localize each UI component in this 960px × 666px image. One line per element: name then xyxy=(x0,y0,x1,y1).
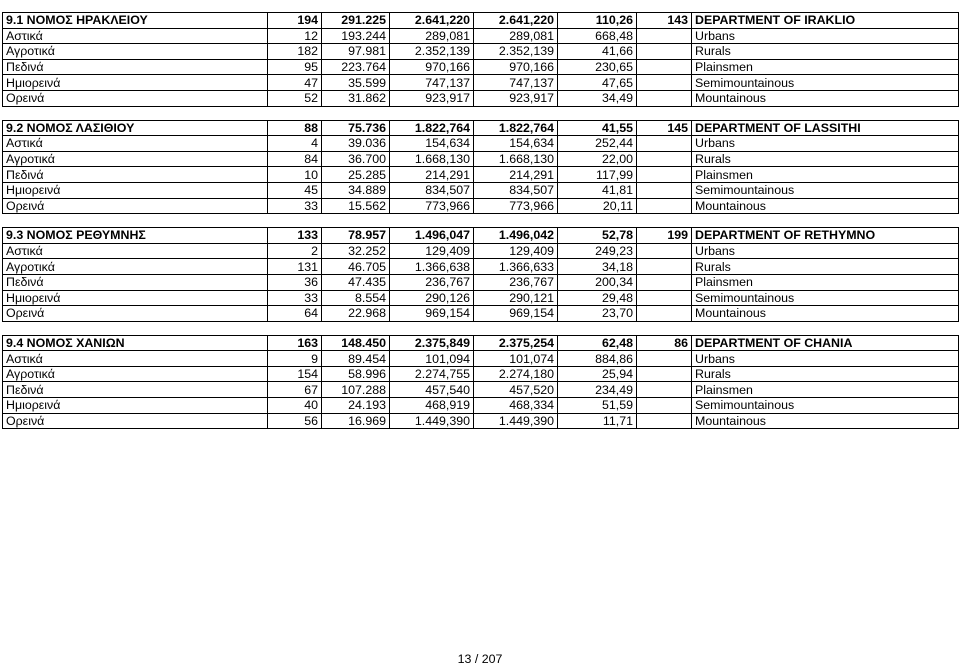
table-cell xyxy=(637,151,692,167)
table-cell: Mountainous xyxy=(692,413,959,429)
table-cell: 84 xyxy=(268,151,322,167)
table-cell: 41,81 xyxy=(558,182,637,198)
table-cell: 129,409 xyxy=(390,243,474,259)
table-cell: Ορεινά xyxy=(3,413,268,429)
table-cell xyxy=(637,167,692,183)
table-cell: 223.764 xyxy=(322,59,390,75)
table-row xyxy=(3,59,959,75)
table-cell: DEPARTMENT OF LASSITHI xyxy=(692,120,959,136)
table-cell: Rurals xyxy=(692,151,959,167)
table-row xyxy=(3,351,959,367)
table-cell: 154,634 xyxy=(390,136,474,152)
table-cell: 969,154 xyxy=(390,306,474,322)
table-cell: 236,767 xyxy=(474,274,558,290)
table-cell: Πεδινά xyxy=(3,274,268,290)
table-cell: 22.968 xyxy=(322,306,390,322)
table-row xyxy=(3,136,959,152)
table-cell: 9.4 ΝΟΜΟΣ ΧΑΝΙΩΝ xyxy=(3,335,268,351)
table-cell: 194 xyxy=(268,13,322,29)
table-cell: 107.288 xyxy=(322,382,390,398)
spacer-cell xyxy=(390,214,474,228)
table-row xyxy=(3,44,959,60)
table-cell xyxy=(637,44,692,60)
statistics-table xyxy=(2,12,959,429)
table-cell: 969,154 xyxy=(474,306,558,322)
table-cell: Ορεινά xyxy=(3,198,268,214)
table-cell: 97.981 xyxy=(322,44,390,60)
spacer-cell xyxy=(692,106,959,120)
table-cell: Mountainous xyxy=(692,198,959,214)
table-cell: 33 xyxy=(268,198,322,214)
table-cell xyxy=(637,382,692,398)
table-cell: Plainsmen xyxy=(692,59,959,75)
table-cell: 45 xyxy=(268,182,322,198)
table-cell: 88 xyxy=(268,120,322,136)
page-number: 13 / 207 xyxy=(457,652,503,666)
table-cell: Πεδινά xyxy=(3,59,268,75)
table-cell: Rurals xyxy=(692,259,959,275)
table-cell: 86 xyxy=(637,335,692,351)
table-cell: Ημιορεινά xyxy=(3,398,268,414)
table-cell: 773,966 xyxy=(474,198,558,214)
table-cell: Urbans xyxy=(692,28,959,44)
table-cell: Semimountainous xyxy=(692,75,959,91)
table-cell: 970,166 xyxy=(390,59,474,75)
table-cell: 154 xyxy=(268,366,322,382)
table-cell: 923,917 xyxy=(390,90,474,106)
table-cell: Rurals xyxy=(692,366,959,382)
table-cell: 2.375,254 xyxy=(474,335,558,351)
table-cell: 32.252 xyxy=(322,243,390,259)
table-cell: 9.1 ΝΟΜΟΣ ΗΡΑΚΛΕΙΟΥ xyxy=(3,13,268,29)
table-cell: Urbans xyxy=(692,351,959,367)
table-cell: 67 xyxy=(268,382,322,398)
table-cell: 12 xyxy=(268,28,322,44)
spacer-cell xyxy=(3,214,268,228)
table-cell: Ημιορεινά xyxy=(3,75,268,91)
table-cell: 834,507 xyxy=(390,182,474,198)
table-cell: 56 xyxy=(268,413,322,429)
table-row xyxy=(3,382,959,398)
table-cell: 34,49 xyxy=(558,90,637,106)
table-row xyxy=(3,398,959,414)
table-cell: 29,48 xyxy=(558,290,637,306)
table-cell: 236,767 xyxy=(390,274,474,290)
spacer-cell xyxy=(558,321,637,335)
table-cell: 457,540 xyxy=(390,382,474,398)
table-cell xyxy=(637,243,692,259)
table-cell: 15.562 xyxy=(322,198,390,214)
table-row xyxy=(3,182,959,198)
table-cell: 75.736 xyxy=(322,120,390,136)
table-cell: 47 xyxy=(268,75,322,91)
table-cell: 78.957 xyxy=(322,228,390,244)
table-cell: Αγροτικά xyxy=(3,44,268,60)
table-cell: 8.554 xyxy=(322,290,390,306)
table-cell: 747,137 xyxy=(474,75,558,91)
table-cell xyxy=(637,366,692,382)
table-cell: 95 xyxy=(268,59,322,75)
table-cell xyxy=(637,413,692,429)
table-row xyxy=(3,290,959,306)
section-header-row xyxy=(3,228,959,244)
table-row xyxy=(3,274,959,290)
table-cell: 1.822,764 xyxy=(390,120,474,136)
spacer-cell xyxy=(3,106,268,120)
table-cell xyxy=(637,90,692,106)
table-cell xyxy=(637,259,692,275)
section-header-row xyxy=(3,120,959,136)
table-cell xyxy=(637,274,692,290)
table-cell: Αστικά xyxy=(3,351,268,367)
table-cell: Ημιορεινά xyxy=(3,182,268,198)
table-cell: 2.274,180 xyxy=(474,366,558,382)
table-cell: Rurals xyxy=(692,44,959,60)
table-cell: 47,65 xyxy=(558,75,637,91)
table-cell: 16.969 xyxy=(322,413,390,429)
spacer-cell xyxy=(322,214,390,228)
table-cell xyxy=(637,182,692,198)
table-cell: 199 xyxy=(637,228,692,244)
table-cell: Plainsmen xyxy=(692,382,959,398)
table-cell: 9.2 ΝΟΜΟΣ ΛΑΣΙΘΙΟΥ xyxy=(3,120,268,136)
spacer-cell xyxy=(322,321,390,335)
table-cell: 20,11 xyxy=(558,198,637,214)
table-cell: 214,291 xyxy=(474,167,558,183)
table-cell: 290,121 xyxy=(474,290,558,306)
table-cell xyxy=(637,136,692,152)
table-cell: 64 xyxy=(268,306,322,322)
spacer-cell xyxy=(558,214,637,228)
table-cell: 34,18 xyxy=(558,259,637,275)
table-cell: 145 xyxy=(637,120,692,136)
table-cell xyxy=(637,75,692,91)
table-cell: 35.599 xyxy=(322,75,390,91)
table-cell: 1.496,047 xyxy=(390,228,474,244)
table-cell: 923,917 xyxy=(474,90,558,106)
section-spacer xyxy=(3,106,959,120)
spacer-cell xyxy=(637,106,692,120)
table-cell: 163 xyxy=(268,335,322,351)
table-cell: 131 xyxy=(268,259,322,275)
table-cell: 23,70 xyxy=(558,306,637,322)
table-cell: Urbans xyxy=(692,136,959,152)
table-cell: 62,48 xyxy=(558,335,637,351)
table-cell: 193.244 xyxy=(322,28,390,44)
table-cell: 2.352,139 xyxy=(390,44,474,60)
table-cell: 34.889 xyxy=(322,182,390,198)
table-cell: 468,334 xyxy=(474,398,558,414)
table-cell: 834,507 xyxy=(474,182,558,198)
table-row xyxy=(3,243,959,259)
table-cell: DEPARTMENT OF RETHYMNO xyxy=(692,228,959,244)
table-cell: 143 xyxy=(637,13,692,29)
table-row xyxy=(3,259,959,275)
table-cell: 773,966 xyxy=(390,198,474,214)
spacer-cell xyxy=(558,106,637,120)
table-cell: Plainsmen xyxy=(692,274,959,290)
table-cell: Αστικά xyxy=(3,136,268,152)
table-cell: Αστικά xyxy=(3,243,268,259)
table-cell: 129,409 xyxy=(474,243,558,259)
table-cell xyxy=(637,398,692,414)
table-cell: 1.366,633 xyxy=(474,259,558,275)
table-cell: 291.225 xyxy=(322,13,390,29)
table-cell: 970,166 xyxy=(474,59,558,75)
table-cell: Semimountainous xyxy=(692,182,959,198)
table-cell: 1.449,390 xyxy=(390,413,474,429)
table-cell xyxy=(637,290,692,306)
table-cell: 214,291 xyxy=(390,167,474,183)
table-row xyxy=(3,413,959,429)
table-cell: 117,99 xyxy=(558,167,637,183)
table-cell: 457,520 xyxy=(474,382,558,398)
table-cell: Αγροτικά xyxy=(3,366,268,382)
table-row xyxy=(3,306,959,322)
table-cell: 110,26 xyxy=(558,13,637,29)
table-cell: 1.822,764 xyxy=(474,120,558,136)
table-cell: 22,00 xyxy=(558,151,637,167)
table-cell xyxy=(637,59,692,75)
table-cell: 289,081 xyxy=(390,28,474,44)
table-row xyxy=(3,366,959,382)
table-cell: 25,94 xyxy=(558,366,637,382)
table-cell: Mountainous xyxy=(692,306,959,322)
spacer-cell xyxy=(322,106,390,120)
table-cell: Ορεινά xyxy=(3,90,268,106)
table-cell: 33 xyxy=(268,290,322,306)
table-cell: Πεδινά xyxy=(3,167,268,183)
table-row xyxy=(3,28,959,44)
section-spacer xyxy=(3,321,959,335)
table-cell: 58.996 xyxy=(322,366,390,382)
table-cell: 51,59 xyxy=(558,398,637,414)
spacer-cell xyxy=(474,214,558,228)
table-cell xyxy=(637,198,692,214)
spacer-cell xyxy=(268,321,322,335)
spacer-cell xyxy=(474,321,558,335)
spacer-cell xyxy=(637,321,692,335)
spacer-cell xyxy=(268,106,322,120)
table-cell: 1.668,130 xyxy=(474,151,558,167)
table-cell: Urbans xyxy=(692,243,959,259)
table-cell: 36 xyxy=(268,274,322,290)
table-cell: 2.641,220 xyxy=(474,13,558,29)
table-cell: 2.352,139 xyxy=(474,44,558,60)
table-cell: 252,44 xyxy=(558,136,637,152)
table-cell: 31.862 xyxy=(322,90,390,106)
table-cell: 39.036 xyxy=(322,136,390,152)
table-row xyxy=(3,75,959,91)
table-cell: 36.700 xyxy=(322,151,390,167)
table-cell: 1.449,390 xyxy=(474,413,558,429)
table-cell: 148.450 xyxy=(322,335,390,351)
table-cell: Ορεινά xyxy=(3,306,268,322)
table-cell: 133 xyxy=(268,228,322,244)
table-cell xyxy=(637,28,692,44)
table-row xyxy=(3,167,959,183)
table-cell: Semimountainous xyxy=(692,398,959,414)
table-row xyxy=(3,90,959,106)
table-cell: 9 xyxy=(268,351,322,367)
table-cell: Plainsmen xyxy=(692,167,959,183)
table-cell: 154,634 xyxy=(474,136,558,152)
table-cell: 468,919 xyxy=(390,398,474,414)
table-cell: DEPARTMENT OF IRAKLIO xyxy=(692,13,959,29)
table-cell: Αγροτικά xyxy=(3,151,268,167)
table-cell: 41,66 xyxy=(558,44,637,60)
table-cell: 2.641,220 xyxy=(390,13,474,29)
spacer-cell xyxy=(390,321,474,335)
table-cell: 230,65 xyxy=(558,59,637,75)
table-cell: Mountainous xyxy=(692,90,959,106)
table-cell: 289,081 xyxy=(474,28,558,44)
table-cell: 182 xyxy=(268,44,322,60)
table-cell: 41,55 xyxy=(558,120,637,136)
table-cell: 101,094 xyxy=(390,351,474,367)
spacer-cell xyxy=(692,214,959,228)
table-cell: 884,86 xyxy=(558,351,637,367)
table-cell: 249,23 xyxy=(558,243,637,259)
section-header-row xyxy=(3,335,959,351)
table-cell: 2 xyxy=(268,243,322,259)
table-cell: 2.375,849 xyxy=(390,335,474,351)
spacer-cell xyxy=(268,214,322,228)
spacer-cell xyxy=(692,321,959,335)
section-header-row xyxy=(3,13,959,29)
section-spacer xyxy=(3,214,959,228)
table-row xyxy=(3,198,959,214)
table-cell xyxy=(637,306,692,322)
spacer-cell xyxy=(3,321,268,335)
table-cell: 668,48 xyxy=(558,28,637,44)
table-cell: 11,71 xyxy=(558,413,637,429)
table-cell: 89.454 xyxy=(322,351,390,367)
spacer-cell xyxy=(637,214,692,228)
table-cell: 234,49 xyxy=(558,382,637,398)
table-cell: 290,126 xyxy=(390,290,474,306)
table-cell: 52,78 xyxy=(558,228,637,244)
table-cell: Αγροτικά xyxy=(3,259,268,275)
table-cell: 25.285 xyxy=(322,167,390,183)
table-cell: 24.193 xyxy=(322,398,390,414)
table-cell xyxy=(637,351,692,367)
table-cell: 747,137 xyxy=(390,75,474,91)
table-cell: Αστικά xyxy=(3,28,268,44)
table-cell: 47.435 xyxy=(322,274,390,290)
spacer-cell xyxy=(474,106,558,120)
table-cell: 10 xyxy=(268,167,322,183)
table-cell: Ημιορεινά xyxy=(3,290,268,306)
spacer-cell xyxy=(390,106,474,120)
table-cell: 1.366,638 xyxy=(390,259,474,275)
table-cell: 101,074 xyxy=(474,351,558,367)
table-row xyxy=(3,151,959,167)
table-cell: Πεδινά xyxy=(3,382,268,398)
table-cell: 4 xyxy=(268,136,322,152)
table-cell: Semimountainous xyxy=(692,290,959,306)
table-cell: 40 xyxy=(268,398,322,414)
table-cell: 2.274,755 xyxy=(390,366,474,382)
table-cell: DEPARTMENT OF CHANIA xyxy=(692,335,959,351)
table-cell: 9.3 ΝΟΜΟΣ ΡΕΘΥΜΝΗΣ xyxy=(3,228,268,244)
table-cell: 52 xyxy=(268,90,322,106)
table-cell: 1.668,130 xyxy=(390,151,474,167)
table-cell: 46.705 xyxy=(322,259,390,275)
table-cell: 1.496,042 xyxy=(474,228,558,244)
table-cell: 200,34 xyxy=(558,274,637,290)
